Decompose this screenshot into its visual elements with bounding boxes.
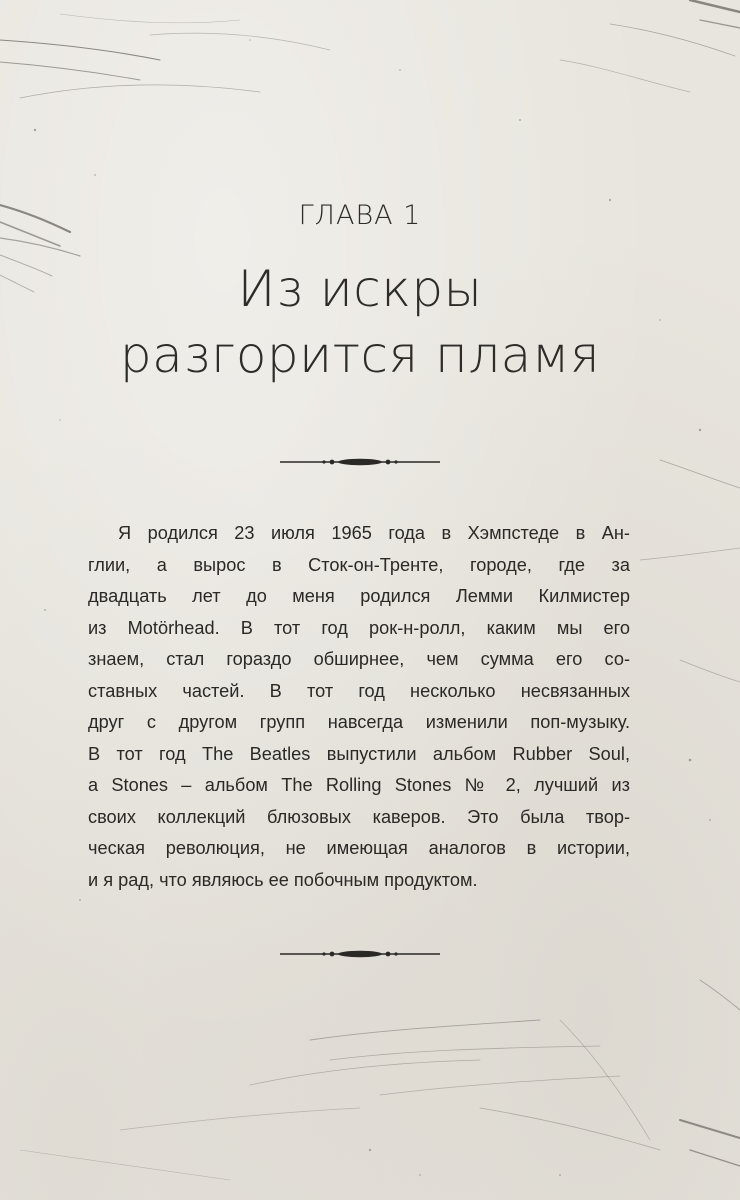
paragraph-line: ставных частей. В тот год несколько несвязанных xyxy=(88,680,630,701)
paragraph-line: знаем, стал гораздо обширнее, чем сумма его со- xyxy=(88,649,630,669)
chapter-label: ГЛАВА 1 xyxy=(298,200,422,231)
paragraph-line: глии, а вырос в Сток-он-Тренте, городе, где за xyxy=(88,554,630,575)
paragraph-line-last: и я рад, что являюсь ее побочным продуктом. xyxy=(88,869,478,890)
paragraph-line: Я родился 23 июля 1965 года в Хэмпстеде в Ан- xyxy=(118,523,630,543)
chapter-title-line-1: Из искры xyxy=(237,260,483,318)
paragraph-line: двадцать лет до меня родился Лемми Килмистер xyxy=(88,586,630,606)
paragraph-line: а Stones – альбом The Rolling Stones № 2, лучший из xyxy=(88,775,630,795)
paragraph-line: друг с другом групп навсегда изменили поп-музыку. xyxy=(88,712,630,732)
paragraph-line: ческая революция, не имеющая аналогов в истории, xyxy=(88,838,630,858)
chapter-title-line-2: разгорится пламя xyxy=(119,326,601,384)
chapter-title xyxy=(0,256,720,388)
flourish-divider-icon xyxy=(280,456,440,468)
paragraph-line: В тот год The Beatles выпустили альбом Rubber Soul, xyxy=(88,743,630,764)
paragraph-line: из Motörhead. В тот год рок-н-ролл, каким мы его xyxy=(88,617,630,638)
flourish-divider-icon xyxy=(280,948,440,960)
chapter-paragraph xyxy=(88,518,630,896)
paragraph-line: своих коллекций блюзовых каверов. Это была твор- xyxy=(88,806,630,827)
